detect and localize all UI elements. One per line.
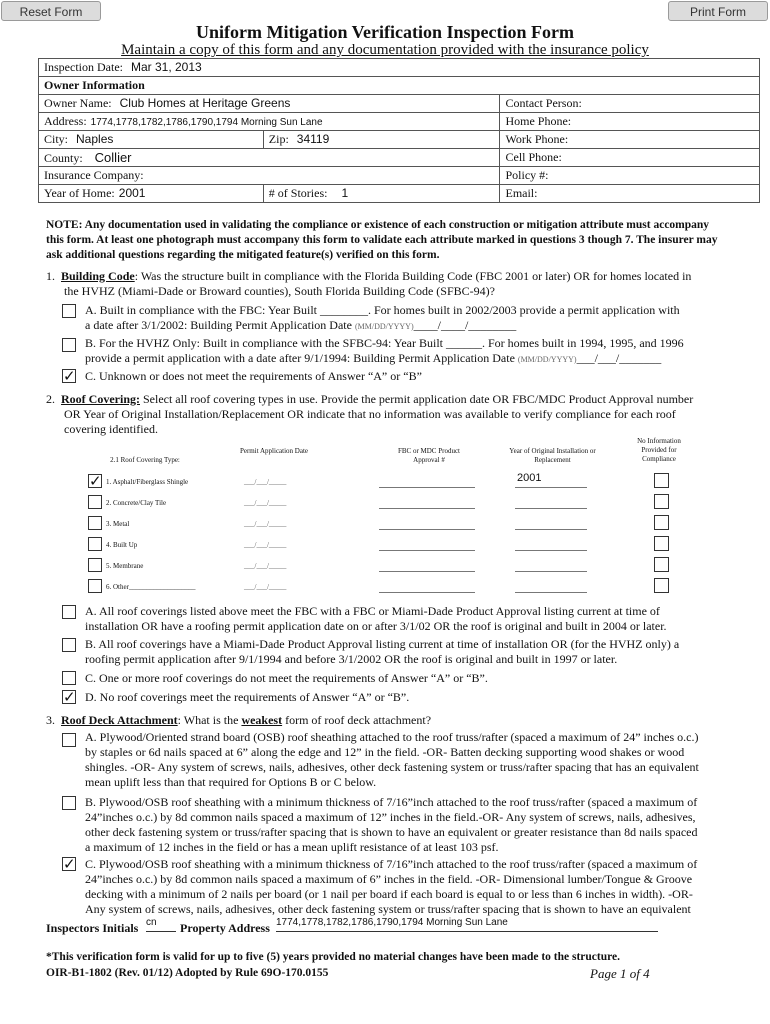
roof-type-label: 3. Metal — [106, 520, 130, 528]
q3-text: 3. Roof Deck Attachment: What is the weakest form of roof deck attachment? — [46, 713, 432, 727]
year-of-home-field[interactable]: 2001 — [118, 186, 146, 200]
q3-option-c-checkbox[interactable] — [62, 857, 76, 871]
install-year-field[interactable] — [515, 508, 587, 509]
note-paragraph: NOTE: Any documentation used in validating the compliance or existence of each construction or mitigation attribute must accompany this form. At least one photograph must accompany this form to validate each attribute marked in questions 3 though 7. The insurer may ask additional questions regarding the mitigated feature(s) verified on this form. — [46, 219, 718, 261]
roof-type-checkbox[interactable] — [88, 537, 102, 551]
inspection-date-field[interactable]: Mar 31, 2013 — [130, 60, 202, 74]
q3-option-b-checkbox[interactable] — [62, 796, 76, 810]
q1-option-c-text: C. Unknown or does not meet the requirements of Answer “A” or “B” — [85, 369, 422, 383]
roof-type-label: 1. Asphalt/Fiberglass Shingle — [106, 478, 189, 486]
product-approval-field[interactable] — [379, 571, 475, 572]
q2-option-d-text: D. No roof coverings meet the requirements of Answer “A” or “B”. — [85, 690, 410, 704]
q2-option-c-checkbox[interactable] — [62, 671, 76, 685]
q3-option-a-checkbox[interactable] — [62, 733, 76, 747]
county-field[interactable]: Collier — [94, 149, 132, 165]
roof-type-checkbox[interactable] — [88, 558, 102, 572]
insurance-company-field[interactable]: Insurance Company: — [39, 167, 500, 185]
roof-type-checkbox[interactable] — [88, 474, 102, 488]
permit-date-field[interactable]: ___/___/_____ — [244, 541, 287, 549]
form-subtitle: Maintain a copy of this form and any documentation provided with the insurance policy — [121, 42, 649, 58]
reset-form-button[interactable]: Reset Form — [1, 1, 101, 21]
q2-option-a-text: A. All roof coverings listed above meet the FBC with a FBC or Miami-Dade Product Approval listing current at time of — [85, 604, 660, 618]
install-year-field[interactable] — [515, 592, 587, 593]
q1-option-b-text-2: provide a permit application with a date after 9/1/1994: Building Permit Application Date (MM/DD/YYYY)___/___/_______ — [85, 351, 662, 365]
checkmark-icon: ✓ — [89, 472, 102, 490]
home-phone-field[interactable]: Home Phone: — [500, 113, 760, 131]
install-year-field[interactable] — [515, 487, 587, 488]
inspector-initials-label: Inspectors Initials — [46, 921, 139, 935]
permit-date-field[interactable]: ___/___/_____ — [244, 583, 287, 591]
roof-type-checkbox[interactable] — [88, 516, 102, 530]
q2-option-c-text: C. One or more roof coverings do not meet the requirements of Answer “A” or “B”. — [85, 671, 488, 685]
col-roof-type-header: 2.1 Roof Covering Type: — [110, 456, 180, 464]
checkmark-icon: ✓ — [63, 855, 76, 873]
city-field[interactable]: Naples — [76, 132, 114, 146]
q3-option-b-text: B. Plywood/OSB roof sheathing with a minimum thickness of 7/16”inch attached to the roof truss/rafter (spaced a maximum of 24”inches o.c.) by 8d common nails spaced a maximum of 12” inches in the field.-OR- Any system of screws, nails, adhesives, other deck fastening system or truss/rafter spacing that is shown to have an equivalent or greater resistance than 8d nails spaced a maximum of 12 inches in the field or has a mean uplift resistance of at least 103 psf. — [85, 795, 698, 854]
permit-date-field[interactable]: ___/___/_____ — [244, 562, 287, 570]
no-info-checkbox[interactable] — [654, 494, 669, 509]
q1-option-c-checkbox[interactable] — [62, 369, 76, 383]
form-title: Uniform Mitigation Verification Inspection Form — [196, 22, 574, 42]
owner-info-heading: Owner Information — [39, 77, 760, 95]
stories-field[interactable]: 1 — [341, 186, 349, 200]
install-year-field[interactable] — [515, 550, 587, 551]
col-noinfo-header: No Information Provided for Compliance — [637, 437, 681, 463]
contact-person-field[interactable]: Contact Person: — [500, 95, 760, 113]
col-year-header: Year of Original Installation or Replacement — [509, 447, 596, 464]
q1-option-b-text: B. For the HVHZ Only: Built in compliance with the SFBC-94: Year Built ______. For homes built in 1994, 1995, and 1996 — [85, 336, 684, 350]
col-fbc-header: FBC or MDC Product Approval # — [397, 447, 461, 464]
validity-note: *This verification form is valid for up to five (5) years provided no material changes have been made to the structure. — [46, 951, 620, 963]
permit-date-field[interactable]: ___/___/_____ — [244, 478, 287, 486]
no-info-checkbox[interactable] — [654, 578, 669, 593]
product-approval-field[interactable] — [379, 487, 475, 488]
policy-field[interactable]: Policy #: — [500, 167, 760, 185]
q3-option-c-text: C. Plywood/OSB roof sheathing with a minimum thickness of 7/16”inch attached to the roof truss/rafter (spaced a maximum of 24”inches o.c.) by 8d common nails spaced a maximum of 6” inches in the field. -OR- Dimensional lumber/Tongue & Groove decking with a minimum of 2 nails per board (or 1 nail per board if each board is equal to or less than 6 inches in width). -OR- Any system of screws, nails, adhesives, other deck fastening system or truss/rafter spacing that is shown to have an equivalent — [85, 857, 698, 916]
q1-text: 1. Building Code: Was the structure built in compliance with the Florida Building Code (FBC 2001 or later) OR for homes located in — [46, 269, 692, 283]
roof-type-label: 4. Built Up — [106, 541, 138, 549]
zip-field[interactable]: 34119 — [296, 132, 330, 146]
checkmark-icon: ✓ — [63, 367, 76, 385]
q1-text-b: the HVHZ (Miami-Dade or Broward counties), South Florida Building Code (SFBC-94)? — [64, 284, 495, 298]
install-year-value: 2001 — [517, 472, 542, 484]
property-address-label: Property Address — [180, 921, 270, 935]
owner-name-field[interactable]: Club Homes at Heritage Greens — [119, 96, 291, 110]
no-info-checkbox[interactable] — [654, 557, 669, 572]
q1-option-a-text-2: a date after 3/1/2002: Building Permit Application Date (MM/DD/YYYY)____/____/________ — [85, 318, 517, 332]
roof-type-checkbox[interactable] — [88, 495, 102, 509]
roof-type-label: 6. Other___________________ — [106, 583, 196, 591]
col-permit-header: Permit Application Date — [239, 447, 309, 455]
page-number: Page 1 of 4 — [590, 966, 650, 981]
address-field[interactable]: 1774,1778,1782,1786,1790,1794 Morning Sun Lane — [90, 117, 323, 128]
q1-option-a-text: A. Built in compliance with the FBC: Year Built ________. For homes built in 2002/2003 provide a permit application with — [85, 303, 680, 317]
install-year-field[interactable] — [515, 529, 587, 530]
form-rule-id: OIR-B1-1802 (Rev. 01/12) Adopted by Rule 69O-170.0155 — [46, 967, 329, 979]
no-info-checkbox[interactable] — [654, 515, 669, 530]
inspection-date-row: Inspection Date: Mar 31, 2013 — [39, 59, 760, 77]
no-info-checkbox[interactable] — [654, 536, 669, 551]
print-form-button[interactable]: Print Form — [668, 1, 768, 21]
install-year-field[interactable] — [515, 571, 587, 572]
product-approval-field[interactable] — [379, 592, 475, 593]
permit-date-field[interactable]: ___/___/_____ — [244, 520, 287, 528]
q2-text-c: covering identified. — [64, 422, 158, 436]
owner-info-table: Inspection Date: Mar 31, 2013 Owner Information Owner Name: Club Homes at Heritage Greens Contact Person: Address: 1774,1778,1782,1786,1790,1794 Morning Sun Lane Home Phone: City: Naples Zip: 34119 Work Phone: County: Collier Cell Phone: Insurance Company: Policy #: Year of Home: 2001 # of Stories: 1 Email: — [38, 58, 760, 203]
property-address-field[interactable]: 1774,1778,1782,1786,1790,1794 Morning Sun Lane — [276, 917, 658, 932]
roof-type-checkbox[interactable] — [88, 579, 102, 593]
q2-option-b-text-2: roofing permit application after 9/1/1994 and before 3/1/2002 OR the roof is original and built in 1997 or later. — [85, 652, 618, 666]
q2-option-a-checkbox[interactable] — [62, 605, 76, 619]
roof-type-label: 5. Membrane — [106, 562, 144, 570]
q2-option-b-text: B. All roof coverings have a Miami-Dade Product Approval listing current at time of installation OR (for the HVHZ only) a — [85, 637, 680, 651]
product-approval-field[interactable] — [379, 529, 475, 530]
q2-text-b: OR Year of Original Installation/Replacement OR indicate that no information was available to verify compliance for each roof — [64, 407, 676, 421]
q2-option-b-checkbox[interactable] — [62, 638, 76, 652]
work-phone-field[interactable]: Work Phone: — [500, 131, 760, 149]
q2-option-d-checkbox[interactable] — [62, 690, 76, 704]
q2-text: 2. Roof Covering: Select all roof covering types in use. Provide the permit application date OR FBC/MDC Product Approval number — [46, 392, 694, 406]
cell-phone-field[interactable]: Cell Phone: — [500, 149, 760, 167]
permit-date-field[interactable]: ___/___/_____ — [244, 499, 287, 507]
q2-option-a-text-2: installation OR have a roofing permit application date on or after 3/1/02 OR the roof is original and built in 2004 or later. — [85, 619, 667, 633]
roof-type-label: 2. Concrete/Clay Tile — [106, 499, 167, 507]
inspector-initials-field[interactable]: cn — [146, 917, 176, 932]
checkmark-icon: ✓ — [63, 688, 76, 706]
q1-option-b-checkbox[interactable] — [62, 338, 76, 352]
product-approval-field[interactable] — [379, 508, 475, 509]
q1-option-a-checkbox[interactable] — [62, 304, 76, 318]
email-field[interactable]: Email: — [500, 185, 760, 203]
no-info-checkbox[interactable] — [654, 473, 669, 488]
product-approval-field[interactable] — [379, 550, 475, 551]
q3-option-a-text: A. Plywood/Oriented strand board (OSB) roof sheathing attached to the roof truss/rafter (spaced a maximum of 24” inches o.c.) by staples or 6d nails spaced at 6” along the edge and 12” in the field. -OR- Batten decking supporting wood shakes or wood shingles. -OR- Any system of screws, nails, adhesives, other deck fastening system or truss/rafter spacing that has an equivalent mean uplift less than that required for Options B or C below. — [85, 730, 699, 789]
